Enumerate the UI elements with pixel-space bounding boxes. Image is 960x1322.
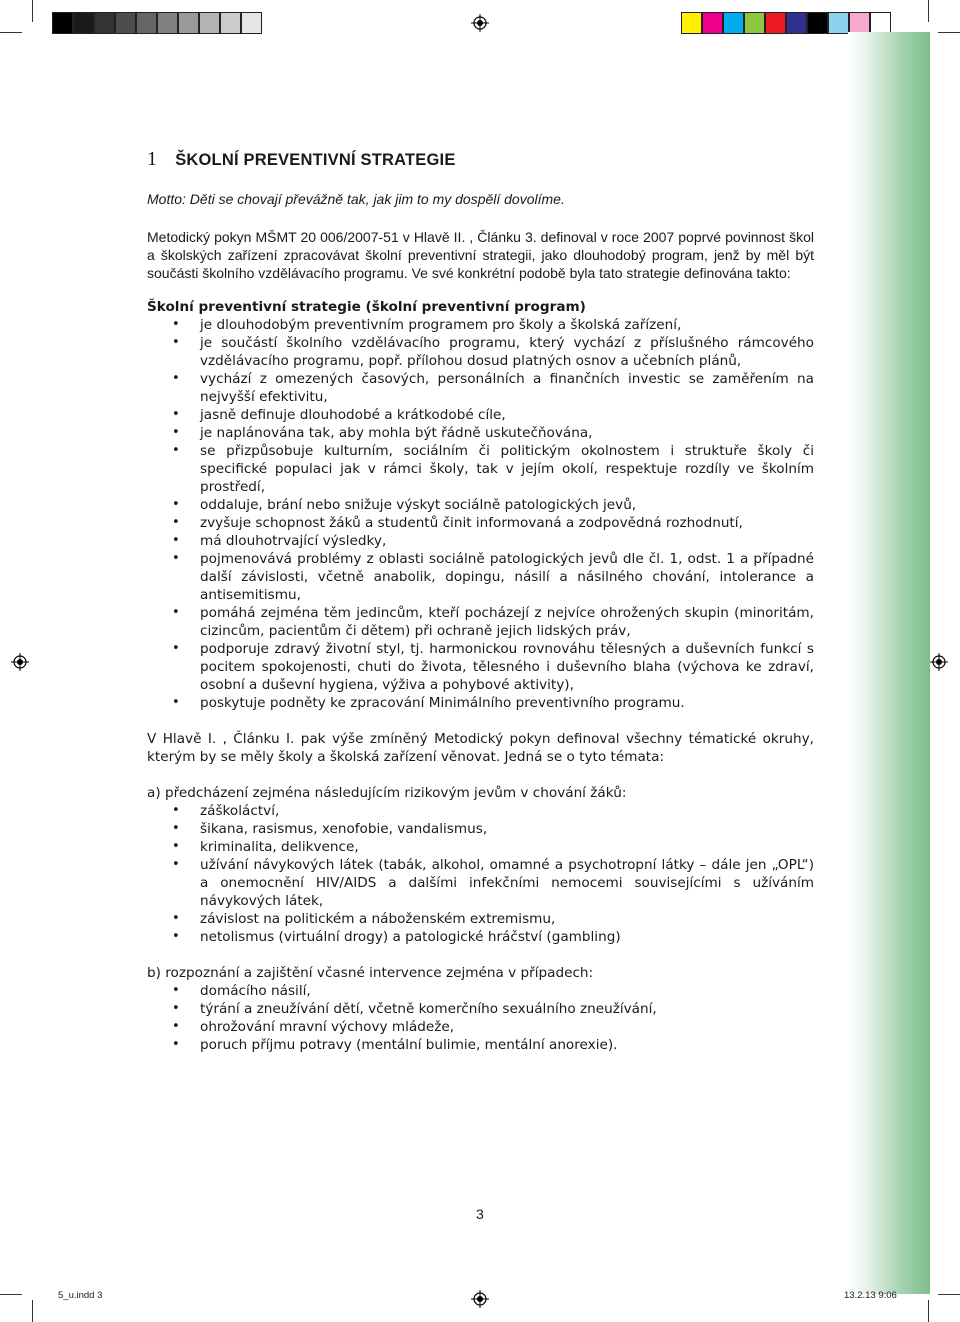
list-item: • kriminalita, delikvence, bbox=[147, 838, 814, 856]
registration-mark-icon bbox=[471, 1290, 489, 1308]
gray-calibration-bar bbox=[52, 12, 262, 34]
list-item: • vychází z omezených časových, personálních a finančních investic se zaměřením na nejvyšší efektivitu, bbox=[147, 370, 814, 406]
list-item: • je naplánována tak, aby mohla být řádně uskutečňována, bbox=[147, 424, 814, 442]
motto: Motto: Děti se chovají převážně tak, jak jim to my dospělí dovolíme. bbox=[147, 191, 565, 207]
calibration-swatch bbox=[157, 12, 178, 34]
list-item: • poruch příjmu potravy (mentální bulimie, mentální anorexie). bbox=[147, 1036, 814, 1054]
list-item: • užívání návykových látek (tabák, alkohol, omamné a psychotropní látky – dále jen „OPL“) a onemocnění HIV/AIDS a dalšími infekčními nemocemi souvisejícími s užíváním návykových látek, bbox=[147, 856, 814, 910]
list-item: • zvyšuje schopnost žáků a studentů činit informovaná a zodpovědná rozhodnutí, bbox=[147, 514, 814, 532]
calibration-swatch bbox=[73, 12, 94, 34]
calibration-swatch bbox=[723, 12, 744, 34]
list-item: • ohrožování mravní výchovy mládeže, bbox=[147, 1018, 814, 1036]
list-item: • týrání a zneužívání dětí, včetně komerčního sexuálního zneužívání, bbox=[147, 1000, 814, 1018]
calibration-swatch bbox=[870, 12, 891, 34]
calibration-swatch bbox=[681, 12, 702, 34]
list-item: • oddaluje, brání nebo snižuje výskyt sociálně patologických jevů, bbox=[147, 496, 814, 514]
calibration-swatch bbox=[744, 12, 765, 34]
calibration-swatch bbox=[94, 12, 115, 34]
list-b-heading: b) rozpoznání a zajištění včasné intervence zejména v případech: bbox=[147, 965, 594, 981]
calibration-swatch bbox=[136, 12, 157, 34]
list-b bbox=[147, 982, 814, 1054]
calibration-swatch bbox=[178, 12, 199, 34]
crop-mark bbox=[0, 32, 22, 33]
registration-mark-icon bbox=[11, 653, 29, 671]
slug-date: 13.2.13 9:06 bbox=[844, 1290, 897, 1301]
list-item: • závislost na politickém a náboženském extremismu, bbox=[147, 910, 814, 928]
calibration-swatch bbox=[807, 12, 828, 34]
crop-mark bbox=[0, 1294, 22, 1295]
registration-mark-icon bbox=[471, 14, 489, 32]
section-title-text: ŠKOLNÍ PREVENTIVNÍ STRATEGIE bbox=[175, 151, 456, 169]
slug-file: 5_u.indd 3 bbox=[58, 1290, 103, 1301]
list-item: • domácího násilí, bbox=[147, 982, 814, 1000]
intro-paragraph: Metodický pokyn MŠMT 20 006/2007-51 v Hlavě II. , Článku 3. definoval v roce 2007 poprvé povinnost škol a školských zařízení zpracovávat školní preventivní strategii, jako dlouhodobý program, jenž by měl být součásti školního vzdělávacího programu. Ve své konkrétní podobě byla tato strategie definována takto: bbox=[147, 229, 814, 281]
section-number: 1 bbox=[147, 148, 158, 170]
strategy-heading: Školní preventivní strategie (školní preventivní program) bbox=[147, 299, 586, 315]
page-number: 3 bbox=[476, 1206, 484, 1222]
calibration-swatch bbox=[52, 12, 73, 34]
calibration-swatch bbox=[828, 12, 849, 34]
calibration-swatch bbox=[220, 12, 241, 34]
list-item: • se přizpůsobuje kulturním, sociálním či politickým okolnostem i struktuře školy či specifické populaci jak v rámci školy, tak v jejím okolí, respektuje rozdíly ve školním prostředí, bbox=[147, 442, 814, 496]
calibration-swatch bbox=[199, 12, 220, 34]
list-item: • šikana, rasismus, xenofobie, vandalismus, bbox=[147, 820, 814, 838]
calibration-swatch bbox=[241, 12, 262, 34]
list-item: • netolismus (virtuální drogy) a patologické hráčství (gambling) bbox=[147, 928, 814, 946]
list-item: • je dlouhodobým preventivním programem pro školy a školská zařízení, bbox=[147, 316, 814, 334]
crop-mark bbox=[928, 0, 929, 22]
calibration-swatch bbox=[115, 12, 136, 34]
crop-mark bbox=[938, 1294, 960, 1295]
list-item: • pojmenovává problémy z oblasti sociálně patologických jevů dle čl. 1, odst. 1 a případné další závislosti, včetně anabolik, dopingu, násilí a násilného chování, intolerance a antisemitismu, bbox=[147, 550, 814, 604]
crop-mark bbox=[938, 32, 960, 33]
calibration-swatch bbox=[765, 12, 786, 34]
list-item: • poskytuje podněty ke zpracování Minimálního preventivního programu. bbox=[147, 694, 814, 712]
page-content bbox=[147, 150, 814, 1054]
section-title bbox=[147, 150, 814, 169]
registration-mark-icon bbox=[930, 653, 948, 671]
green-side-band bbox=[848, 32, 930, 1294]
list-item: • pomáhá zejména těm jedincům, kteří pocházejí z nejvíce ohrožených skupin (minoritám, cizincům, pacientům či dětem) při ochraně jejich lidských práv, bbox=[147, 604, 814, 640]
crop-mark bbox=[32, 1300, 33, 1322]
calibration-swatch bbox=[702, 12, 723, 34]
crop-mark bbox=[32, 0, 33, 22]
calibration-swatch bbox=[786, 12, 807, 34]
list-item: • má dlouhotrvající výsledky, bbox=[147, 532, 814, 550]
list-item: • podporuje zdravý životní styl, tj. harmonickou rovnováhu tělesných a duševních funkcí s pocitem spokojenosti, chuti do života, tělesného i duševního blaha (výchova ke zdraví, osobní a duševní hygiena, výživa a pohybové aktivity), bbox=[147, 640, 814, 694]
list-item: • je součástí školního vzdělávacího programu, který vychází z příslušného rámcového vzdělávacího programu, popř. přílohou dosud platných osnov a učebních plánů, bbox=[147, 334, 814, 370]
color-calibration-bar bbox=[681, 12, 891, 34]
chapter-paragraph: V Hlavě I. , Článku I. pak výše zmíněný Metodický pokyn definoval všechny tématické okruhy, kterým by se měly školy a školská zařízení věnovat. Jedná se o tyto témata: bbox=[147, 731, 814, 765]
list-item: • jasně definuje dlouhodobé a krátkodobé cíle, bbox=[147, 406, 814, 424]
list-a-heading: a) předcházení zejména následujícím rizikovým jevům v chování žáků: bbox=[147, 785, 627, 801]
strategy-list bbox=[147, 316, 814, 712]
list-a bbox=[147, 802, 814, 946]
calibration-swatch bbox=[849, 12, 870, 34]
list-item: • záškoláctví, bbox=[147, 802, 814, 820]
crop-mark bbox=[928, 1300, 929, 1322]
